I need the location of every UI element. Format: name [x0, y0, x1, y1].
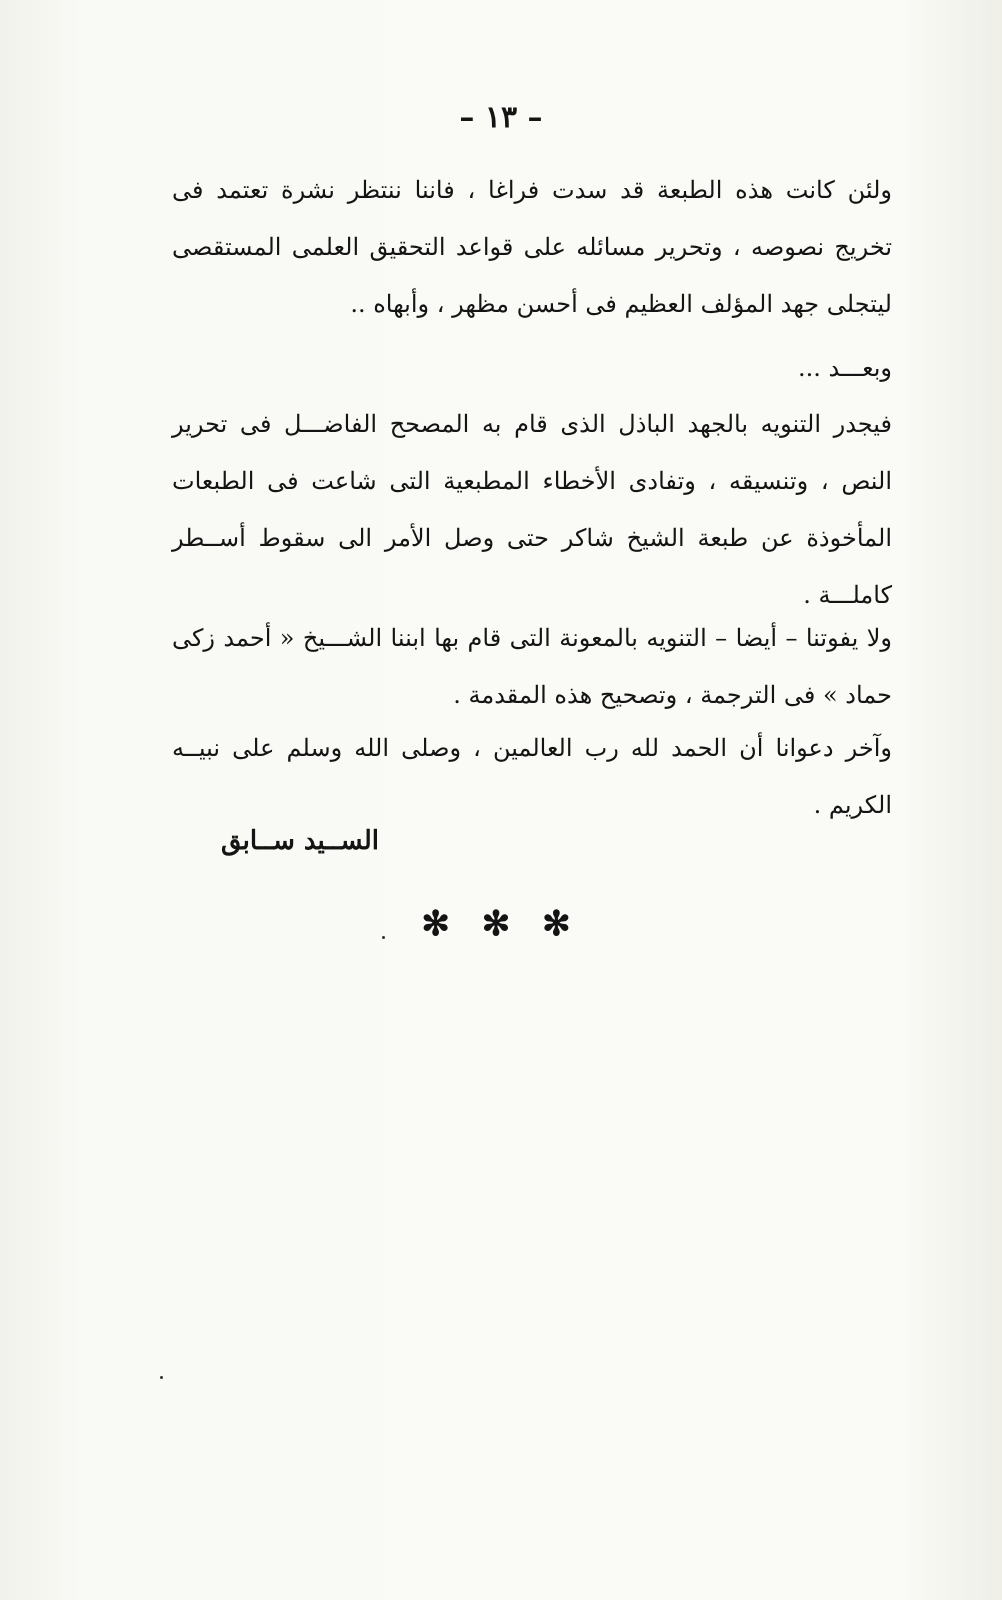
paragraph-transition: وبعـــد ...: [797, 354, 892, 382]
paragraph-closing-prayer: وآخر دعوانا أن الحمد لله رب العالمين ، وصلى الله وسلم على نبيــه الكريم .: [172, 734, 892, 819]
paragraph-editor-acknowledgement: فيجدر التنويه بالجهد الباذل الذى قام به المصحح الفاضـــل فى تحرير النص ، وتنسيقه ، وتفادى الأخطاء المطبعية التى شاعت فى الطبعات المأخوذة عن طبعة الشيخ شاكر حتى وصل الأمر الى سقوط أســطر كاملـــة .: [172, 410, 892, 609]
paragraph-edition-hope: ولئن كانت هذه الطبعة قد سدت فراغا ، فاننا ننتظر نشرة تعتمد فى تخريج نصوصه ، وتحرير مسائله على قواعد التحقيق العلمى المستقصى ليتجلى جهد المؤلف العظيم فى أحسن مظهر ، وأبهاه ..: [172, 176, 892, 318]
paragraph-translation-acknowledgement: ولا يفوتنا – أيضا – التنويه بالمعونة التى قام بها ابننا الشـــيخ « أحمد زكى حماد » فى الترجمة ، وتصحيح هذه المقدمة .: [172, 624, 892, 709]
paper-speck: [382, 936, 385, 939]
author-signature: الســيد ســابق: [221, 826, 379, 856]
section-separator: ✻ ✻ ✻: [421, 904, 581, 944]
page-number: – ١٣ –: [459, 100, 543, 135]
paper-speck: [160, 1376, 163, 1379]
